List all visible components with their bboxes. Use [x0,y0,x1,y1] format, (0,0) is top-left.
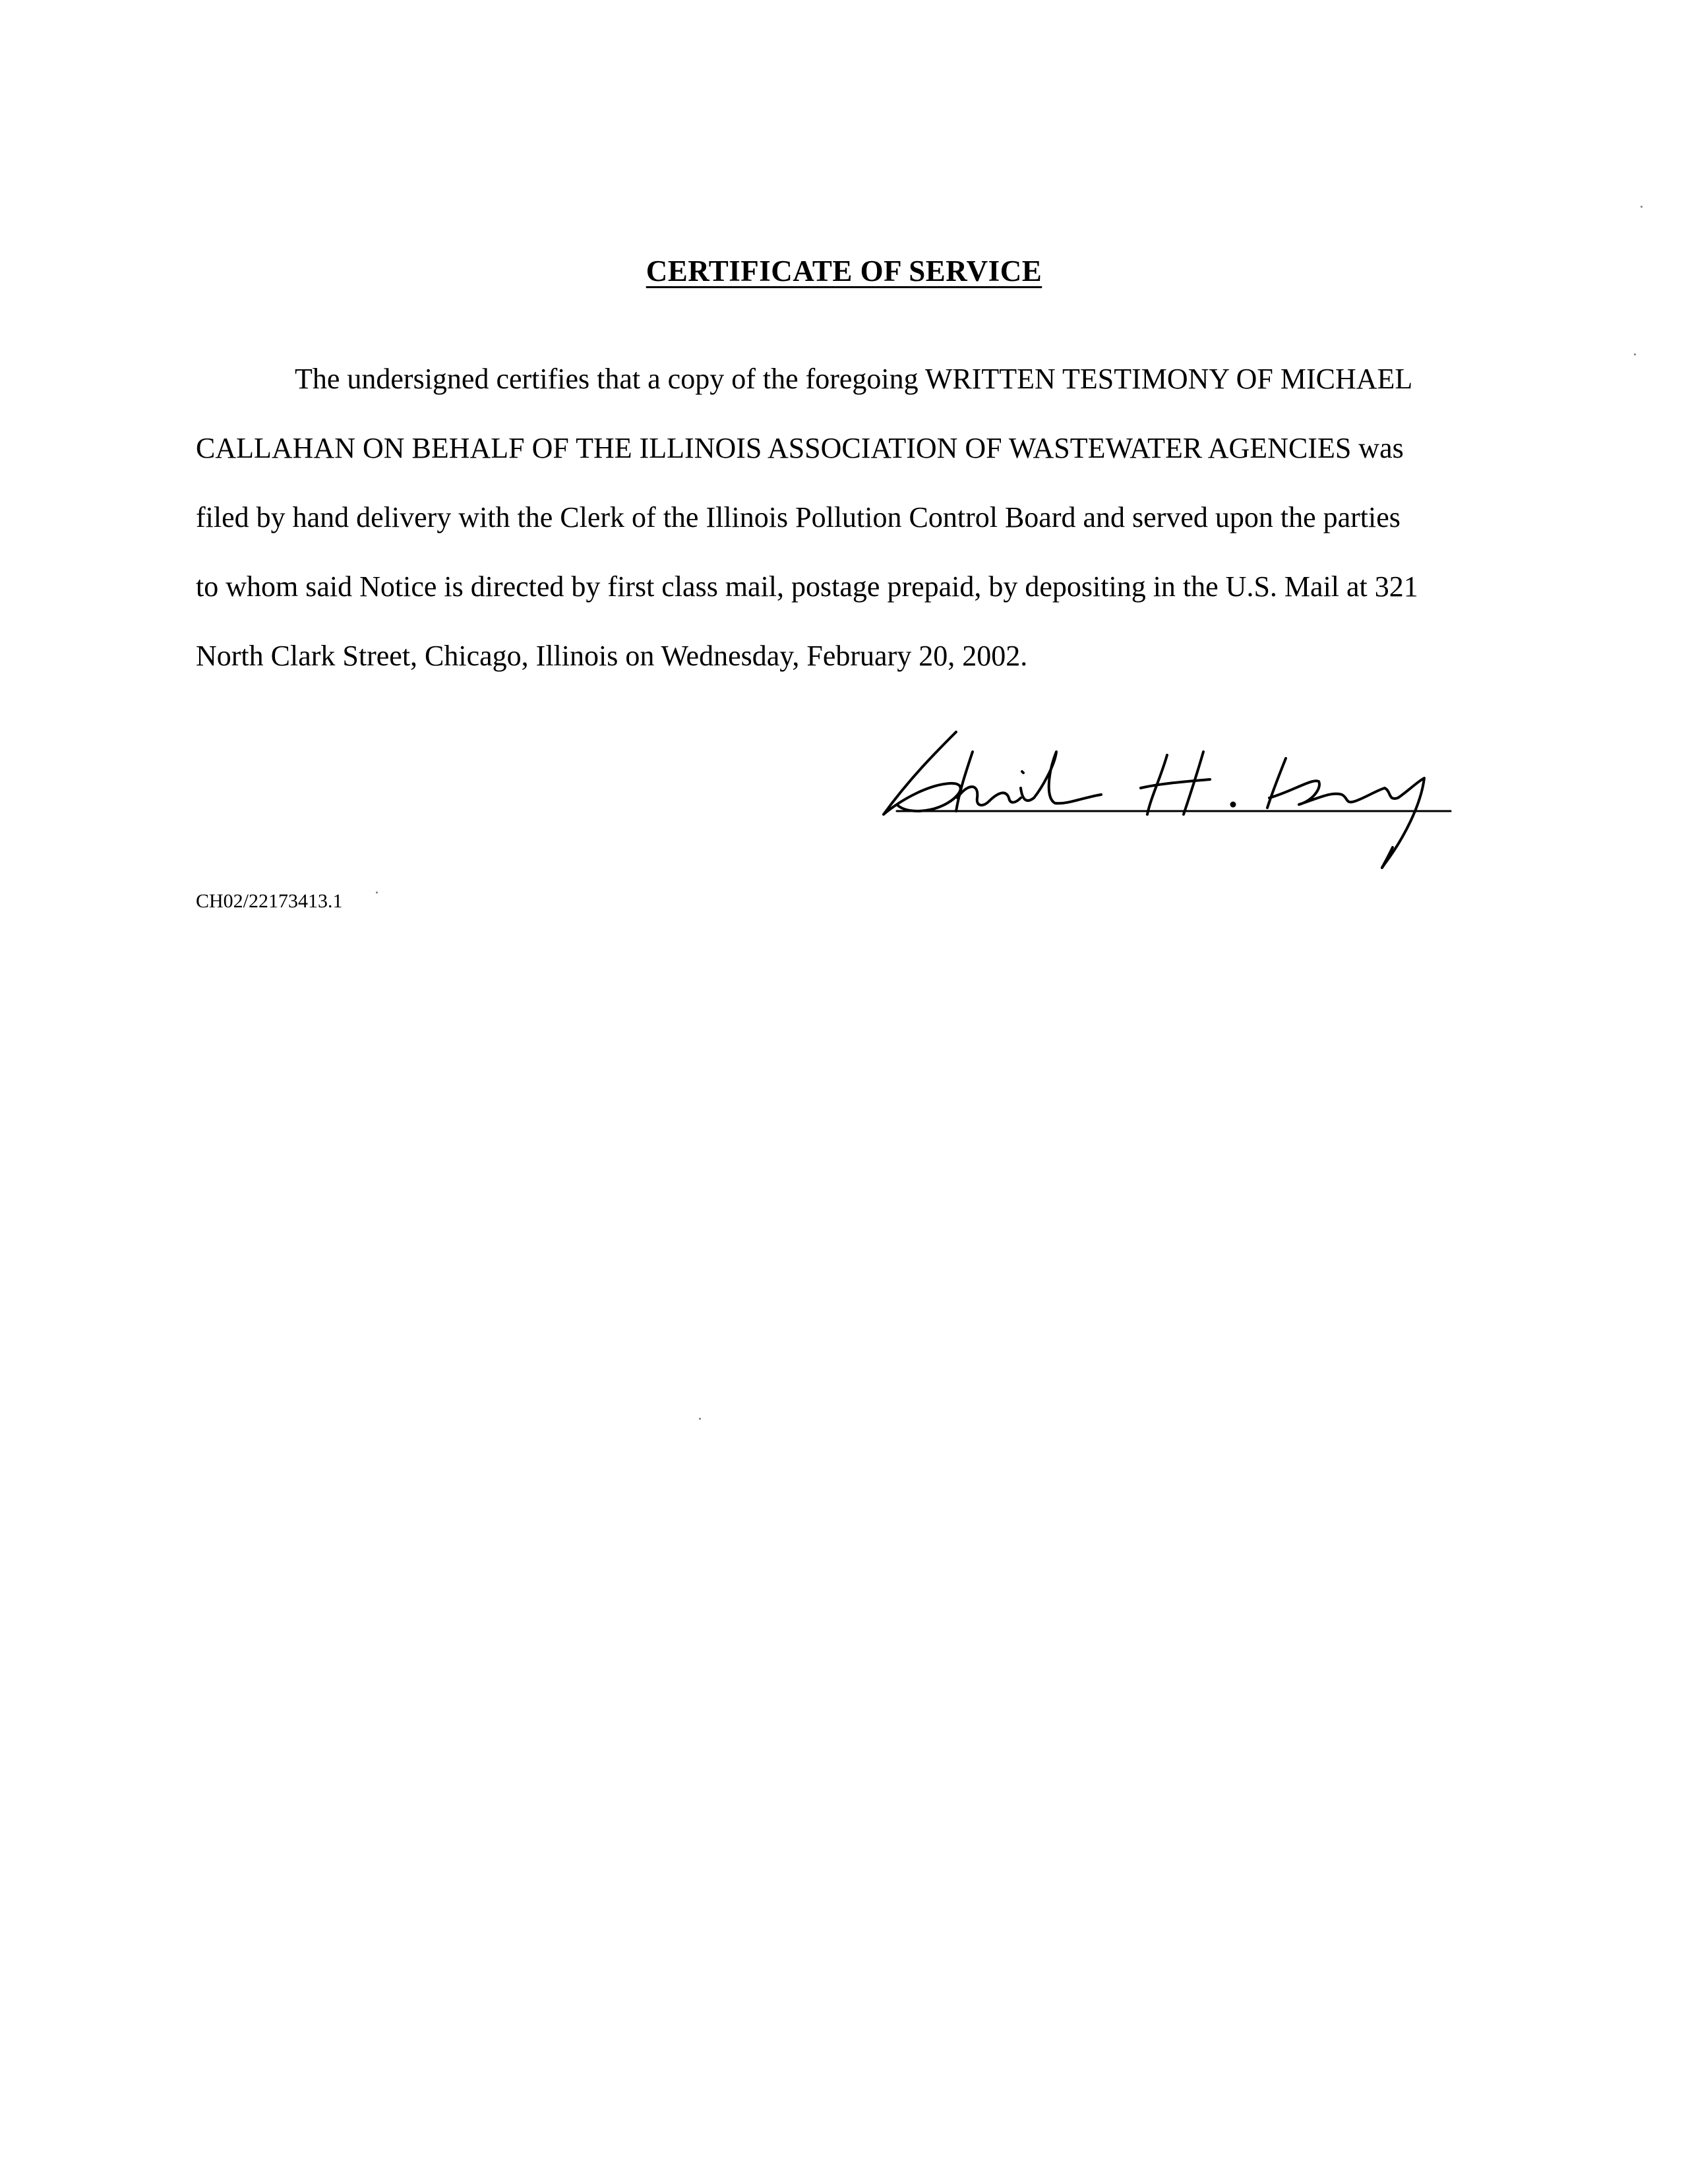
body-line-3: filed by hand delivery with the Clerk of the Illinois Pollution Control Board and served upon the parties [196,501,1401,533]
scan-speck [699,1418,701,1420]
signature-dot [1230,802,1236,807]
document-id: CH02/22173413.1 [196,890,343,912]
signature-stroke-s [884,732,961,814]
body-line-2: CALLAHAN ON BEHALF OF THE ILLINOIS ASSOCIATION OF WASTEWATER AGENCIES was [196,432,1404,464]
signature-stroke-heil [956,752,1101,811]
signature-stroke-h [1141,752,1210,814]
signature-stroke-daly [1267,758,1424,868]
handwritten-signature-icon [857,706,1470,884]
body-line-5: North Clark Street, Chicago, Illinois on Wednesday, February 20, 2002. [196,640,1028,672]
scan-speck [1641,206,1643,208]
body-line-1: The undersigned certifies that a copy of the foregoing WRITTEN TESTIMONY OF MICHAEL [295,363,1413,395]
certificate-title-text: CERTIFICATE OF SERVICE [646,255,1042,288]
scan-speck [1634,353,1636,355]
certificate-title [0,254,1688,288]
body-line-4: to whom said Notice is directed by first class mail, postage prepaid, by depositing in the U.S. Mail at 321 [196,570,1418,603]
scan-speck [376,892,378,894]
